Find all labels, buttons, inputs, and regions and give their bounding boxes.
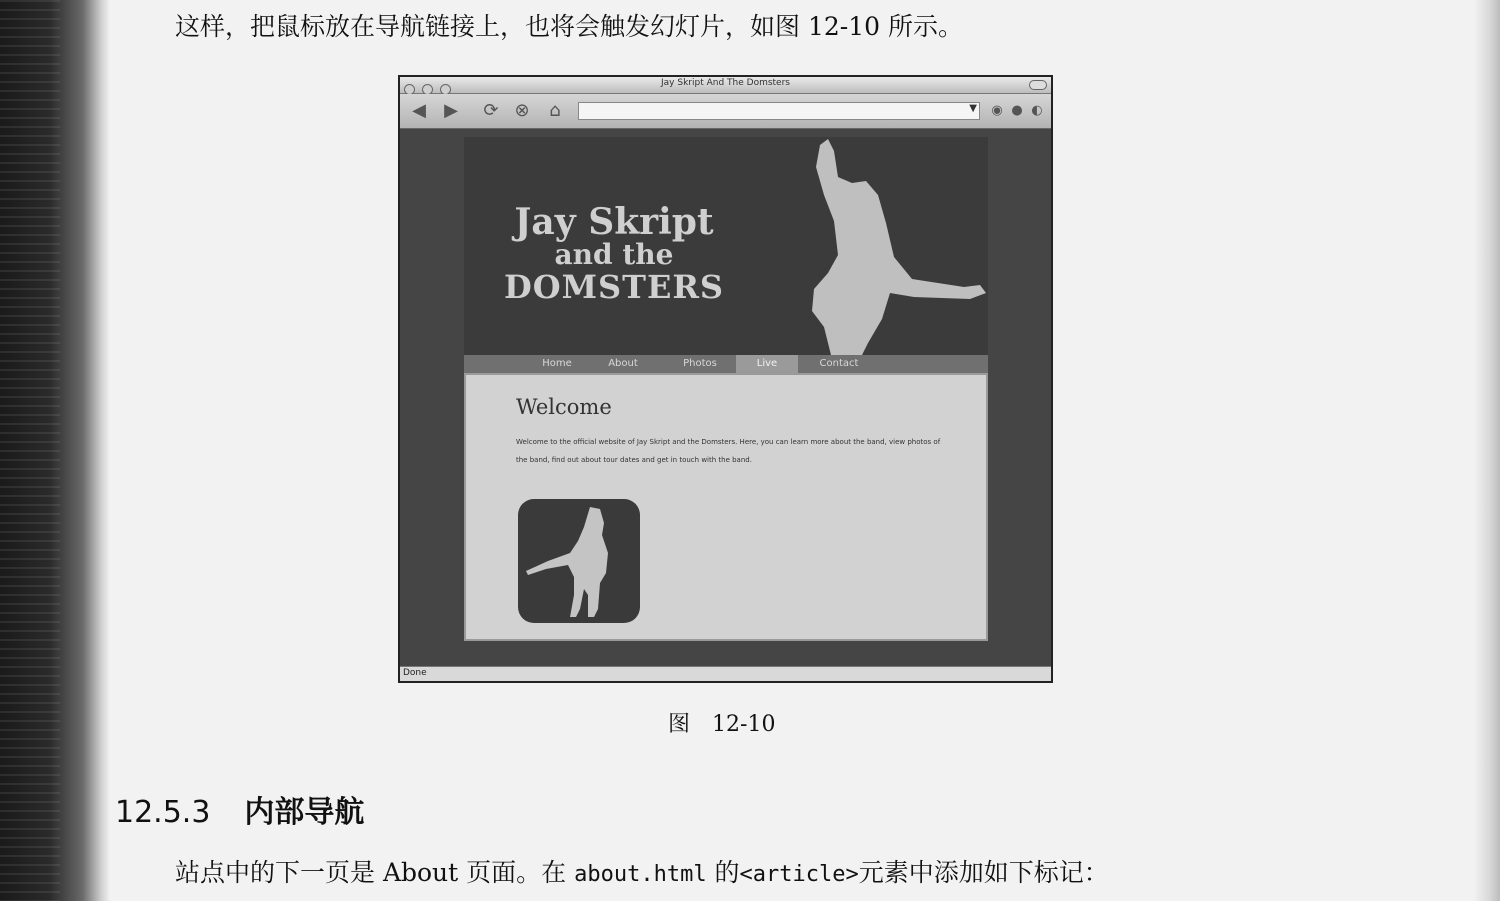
go-icon: ◉ [991, 103, 1003, 118]
welcome-heading: Welcome [516, 395, 612, 419]
guitarist-photo-image [518, 499, 640, 623]
search-engine-icon: ● [1011, 103, 1023, 118]
browser-viewport [400, 129, 1051, 666]
logo-line-1: Jay Skript [514, 201, 714, 243]
nav-item-home[interactable]: Home [542, 358, 572, 369]
site-logo [494, 203, 734, 305]
search-icon: ◐ [1031, 103, 1043, 118]
nav-item-contact[interactable]: Contact [819, 358, 859, 369]
caption-label: 图 [668, 712, 691, 737]
nav-item-about[interactable]: About [608, 358, 638, 369]
site-content [464, 373, 988, 641]
window-titlebar [400, 77, 1051, 94]
address-bar [578, 102, 980, 120]
section-number: 12.5.3 [115, 795, 211, 830]
band-photo [518, 499, 640, 623]
section-heading [115, 787, 364, 831]
page-right-edge [1474, 0, 1500, 901]
code-about-html: about.html [574, 862, 707, 887]
guitarist-silhouette-image [794, 137, 988, 359]
caption-number: 12-10 [712, 712, 776, 737]
welcome-text: Welcome to the official website of Jay Skript and the Domsters. Here, you can learn more about the band, view photos of the band, find out about tour dates and get in touch with the band. [516, 438, 941, 464]
toolbar-toggle-icon [1029, 80, 1047, 90]
logo-line-2: and the [554, 238, 674, 271]
stop-icon: ⊗ [514, 100, 530, 121]
browser-statusbar [400, 666, 1051, 682]
nav-item-photos[interactable]: Photos [683, 358, 717, 369]
home-icon: ⌂ [549, 100, 561, 121]
binding-texture [0, 0, 60, 901]
figure-caption [668, 707, 775, 738]
window-title: Jay Skript And The Domsters [661, 78, 790, 88]
paragraph-intro: 这样，把鼠标放在导航链接上，也将会触发幻灯片，如图 12-10 所示。 [175, 12, 963, 41]
code-article-element: <article> [739, 862, 859, 887]
paragraph-about-text-1: 站点中的下一页是 About 页面。在 [175, 858, 575, 887]
forward-arrow-icon: ▶ [444, 100, 458, 121]
paragraph-about [175, 858, 1109, 890]
site-navigation [464, 355, 988, 373]
site-banner [464, 137, 988, 359]
dropdown-arrow-icon: ▼ [969, 103, 977, 114]
status-text: Done [403, 668, 427, 678]
nav-item-live[interactable]: Live [736, 355, 798, 373]
browser-toolbar [400, 94, 1051, 129]
paragraph-about-text-3: 元素中添加如下标记： [858, 858, 1109, 887]
paragraph-about-text-2: 的 [706, 858, 740, 887]
logo-line-3: DOMSTERS [503, 268, 725, 306]
reload-icon: ⟳ [483, 100, 499, 121]
back-arrow-icon: ◀ [412, 100, 426, 121]
figure-browser-screenshot [398, 75, 1053, 683]
section-title: 内部导航 [244, 795, 365, 830]
